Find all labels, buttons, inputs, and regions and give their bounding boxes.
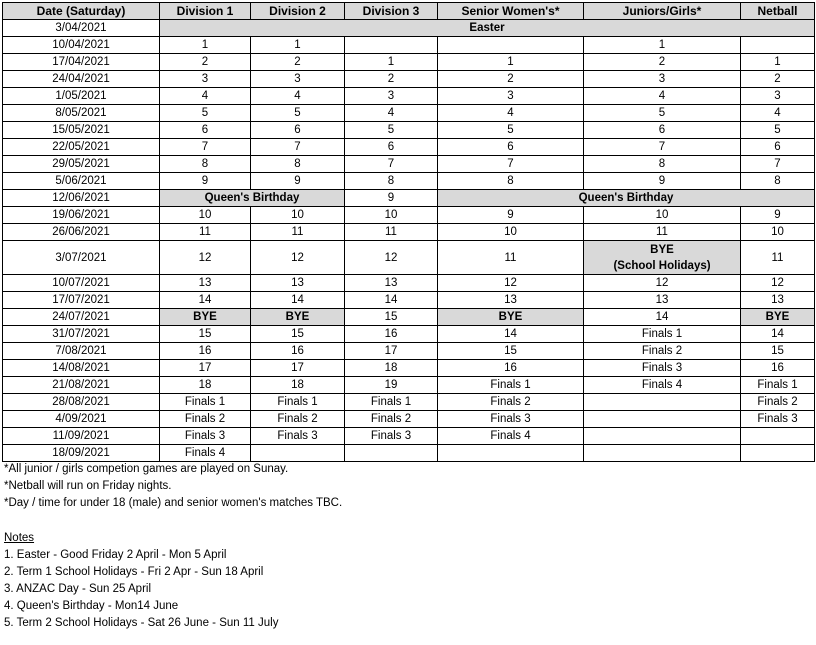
table-row: [3, 241, 815, 275]
table-row: [3, 377, 815, 394]
date-cell: 17/07/2021: [3, 292, 160, 309]
date-cell: 26/06/2021: [3, 224, 160, 241]
table-cell: 2: [160, 54, 251, 71]
table-cell: 8: [160, 156, 251, 173]
footer-notes: [4, 461, 342, 632]
table-cell: 5: [741, 122, 815, 139]
table-cell: 11: [345, 224, 438, 241]
table-cell: 6: [251, 122, 345, 139]
date-cell: 12/06/2021: [3, 190, 160, 207]
table-cell: 2: [584, 54, 741, 71]
table-cell: 11: [438, 241, 584, 275]
table-cell: [438, 445, 584, 462]
table-row: [3, 37, 815, 54]
table-cell: [438, 37, 584, 54]
table-cell: Finals 4: [438, 428, 584, 445]
table-cell: [584, 411, 741, 428]
table-row: [3, 139, 815, 156]
table-cell: 2: [251, 54, 345, 71]
header-division-3: Division 3: [345, 3, 438, 20]
table-row: [3, 326, 815, 343]
table-row: [3, 156, 815, 173]
table-row: [3, 122, 815, 139]
header-juniors-girls: Juniors/Girls*: [584, 3, 741, 20]
table-row: [3, 394, 815, 411]
header-row: [3, 3, 815, 20]
table-cell: 7: [251, 139, 345, 156]
table-cell: 12: [160, 241, 251, 275]
date-cell: 21/08/2021: [3, 377, 160, 394]
table-cell: 14: [160, 292, 251, 309]
table-cell: 13: [584, 292, 741, 309]
table-row: [3, 20, 815, 37]
table-cell: 15: [741, 343, 815, 360]
date-cell: 3/04/2021: [3, 20, 160, 37]
table-cell: 14: [741, 326, 815, 343]
table-cell: 1: [438, 54, 584, 71]
bye-label: BYE: [650, 243, 674, 256]
table-cell: 1: [345, 54, 438, 71]
date-cell: 24/07/2021: [3, 309, 160, 326]
table-row: [3, 428, 815, 445]
table-cell: 13: [345, 275, 438, 292]
table-cell: 7: [345, 156, 438, 173]
table-cell: Finals 4: [160, 445, 251, 462]
table-cell: 8: [438, 173, 584, 190]
table-cell: 6: [741, 139, 815, 156]
table-cell: 8: [251, 156, 345, 173]
table-cell: Finals 2: [160, 411, 251, 428]
table-cell: 2: [741, 71, 815, 88]
table-cell: 17: [345, 343, 438, 360]
table-cell: 13: [741, 292, 815, 309]
table-cell: Finals 1: [741, 377, 815, 394]
date-cell: 24/04/2021: [3, 71, 160, 88]
table-cell: Finals 2: [584, 343, 741, 360]
table-row: [3, 207, 815, 224]
table-row: [3, 309, 815, 326]
table-row: [3, 190, 815, 207]
table-cell: 2: [438, 71, 584, 88]
table-cell: 5: [160, 105, 251, 122]
table-cell: 18: [345, 360, 438, 377]
table-cell: 1: [584, 37, 741, 54]
table-cell: [584, 445, 741, 462]
header-division-1: Division 1: [160, 3, 251, 20]
bye-cell: BYE: [160, 309, 251, 326]
table-cell: 19: [345, 377, 438, 394]
table-cell: Finals 2: [741, 394, 815, 411]
date-cell: 10/04/2021: [3, 37, 160, 54]
table-row: [3, 71, 815, 88]
table-cell: 4: [251, 88, 345, 105]
date-cell: 15/05/2021: [3, 122, 160, 139]
table-cell: 9: [251, 173, 345, 190]
table-cell: 12: [345, 241, 438, 275]
table-cell: 12: [584, 275, 741, 292]
table-cell: 3: [438, 88, 584, 105]
notes-title: Notes: [4, 532, 35, 544]
table-cell: 6: [584, 122, 741, 139]
fixture-table: [2, 2, 815, 462]
table-cell: 7: [584, 139, 741, 156]
table-cell: 5: [345, 122, 438, 139]
table-cell: 12: [251, 241, 345, 275]
table-cell: 9: [584, 173, 741, 190]
table-cell: 12: [438, 275, 584, 292]
table-cell: Finals 3: [741, 411, 815, 428]
table-cell: Finals 1: [345, 394, 438, 411]
bye-cell: BYE: [741, 309, 815, 326]
table-cell: 10: [438, 224, 584, 241]
table-cell: Finals 2: [345, 411, 438, 428]
table-cell: Finals 3: [251, 428, 345, 445]
table-row: [3, 292, 815, 309]
table-cell: 6: [438, 139, 584, 156]
table-cell: 8: [741, 173, 815, 190]
note-item: 1. Easter - Good Friday 2 April - Mon 5 April: [4, 549, 227, 561]
table-cell: 17: [251, 360, 345, 377]
date-cell: 18/09/2021: [3, 445, 160, 462]
table-cell: 8: [345, 173, 438, 190]
table-cell: [345, 445, 438, 462]
header-division-2: Division 2: [251, 3, 345, 20]
date-cell: 1/05/2021: [3, 88, 160, 105]
table-cell: Finals 2: [251, 411, 345, 428]
header-senior-womens: Senior Women's*: [438, 3, 584, 20]
queens-birthday-cell: Queen's Birthday: [160, 190, 345, 207]
table-cell: [584, 428, 741, 445]
bye-school-holidays-cell: [584, 241, 741, 275]
table-cell: 10: [345, 207, 438, 224]
bye-cell: BYE: [438, 309, 584, 326]
school-holidays-label: (School Holidays): [613, 259, 711, 272]
table-cell: Finals 3: [438, 411, 584, 428]
table-cell: 14: [438, 326, 584, 343]
table-cell: 14: [345, 292, 438, 309]
table-cell: Finals 4: [584, 377, 741, 394]
table-cell: 4: [345, 105, 438, 122]
queens-birthday-cell: Queen's Birthday: [438, 190, 815, 207]
table-cell: Finals 2: [438, 394, 584, 411]
table-cell: 18: [160, 377, 251, 394]
note-item: 2. Term 1 School Holidays - Fri 2 Apr - Sun 18 April: [4, 566, 264, 578]
table-cell: 15: [345, 309, 438, 326]
table-row: [3, 411, 815, 428]
easter-cell: Easter: [160, 20, 815, 37]
table-cell: [584, 394, 741, 411]
date-cell: 31/07/2021: [3, 326, 160, 343]
table-cell: Finals 3: [345, 428, 438, 445]
table-cell: 7: [438, 156, 584, 173]
table-cell: 11: [741, 241, 815, 275]
footnote: *Day / time for under 18 (male) and senior women's matches TBC.: [4, 497, 343, 509]
table-cell: 1: [251, 37, 345, 54]
date-cell: 22/05/2021: [3, 139, 160, 156]
table-cell: 15: [438, 343, 584, 360]
table-cell: 3: [741, 88, 815, 105]
table-cell: 16: [251, 343, 345, 360]
table-cell: 1: [741, 54, 815, 71]
table-row: [3, 224, 815, 241]
table-cell: 9: [438, 207, 584, 224]
date-cell: 17/04/2021: [3, 54, 160, 71]
footnote: *Netball will run on Friday nights.: [4, 480, 172, 492]
table-cell: 4: [438, 105, 584, 122]
table-cell: 5: [438, 122, 584, 139]
table-cell: 5: [584, 105, 741, 122]
table-cell: 1: [160, 37, 251, 54]
date-cell: 10/07/2021: [3, 275, 160, 292]
table-cell: 12: [741, 275, 815, 292]
table-row: [3, 54, 815, 71]
table-cell: 10: [741, 224, 815, 241]
table-cell: [741, 428, 815, 445]
table-cell: 9: [345, 190, 438, 207]
table-cell: 16: [741, 360, 815, 377]
table-cell: [741, 37, 815, 54]
date-cell: 7/08/2021: [3, 343, 160, 360]
table-cell: 2: [345, 71, 438, 88]
date-cell: 8/05/2021: [3, 105, 160, 122]
table-cell: Finals 3: [160, 428, 251, 445]
table-cell: Finals 1: [160, 394, 251, 411]
table-cell: 7: [160, 139, 251, 156]
date-cell: 19/06/2021: [3, 207, 160, 224]
table-cell: 4: [584, 88, 741, 105]
table-cell: 11: [584, 224, 741, 241]
table-cell: Finals 1: [584, 326, 741, 343]
header-netball: Netball: [741, 3, 815, 20]
table-row: [3, 343, 815, 360]
bye-cell: BYE: [251, 309, 345, 326]
footnote: *All junior / girls competion games are played on Sunay.: [4, 463, 289, 475]
table-row: [3, 275, 815, 292]
table-row: [3, 105, 815, 122]
table-cell: 5: [251, 105, 345, 122]
date-cell: 28/08/2021: [3, 394, 160, 411]
table-cell: 15: [251, 326, 345, 343]
table-cell: Finals 3: [584, 360, 741, 377]
table-cell: 17: [160, 360, 251, 377]
header-date: Date (Saturday): [3, 3, 160, 20]
table-row: [3, 445, 815, 462]
table-cell: 18: [251, 377, 345, 394]
table-cell: 6: [345, 139, 438, 156]
table-cell: 16: [345, 326, 438, 343]
table-cell: 3: [345, 88, 438, 105]
table-cell: 13: [160, 275, 251, 292]
table-cell: 10: [251, 207, 345, 224]
table-cell: 16: [438, 360, 584, 377]
table-cell: 13: [251, 275, 345, 292]
table-row: [3, 173, 815, 190]
table-cell: 13: [438, 292, 584, 309]
table-cell: 16: [160, 343, 251, 360]
table-cell: 14: [584, 309, 741, 326]
date-cell: 4/09/2021: [3, 411, 160, 428]
date-cell: 5/06/2021: [3, 173, 160, 190]
note-item: 3. ANZAC Day - Sun 25 April: [4, 583, 152, 595]
table-cell: 11: [251, 224, 345, 241]
table-cell: 8: [584, 156, 741, 173]
table-cell: [741, 445, 815, 462]
table-cell: 10: [160, 207, 251, 224]
table-cell: 11: [160, 224, 251, 241]
table-cell: 9: [741, 207, 815, 224]
table-cell: 3: [584, 71, 741, 88]
table-cell: 15: [160, 326, 251, 343]
table-cell: 4: [741, 105, 815, 122]
table-cell: [345, 37, 438, 54]
date-cell: 11/09/2021: [3, 428, 160, 445]
table-cell: 10: [584, 207, 741, 224]
note-item: 4. Queen's Birthday - Mon14 June: [4, 600, 179, 612]
date-cell: 29/05/2021: [3, 156, 160, 173]
table-cell: 4: [160, 88, 251, 105]
table-row: [3, 88, 815, 105]
table-cell: 6: [160, 122, 251, 139]
note-item: 5. Term 2 School Holidays - Sat 26 June - Sun 11 July: [4, 617, 279, 629]
table-row: [3, 360, 815, 377]
table-cell: Finals 1: [438, 377, 584, 394]
table-cell: 14: [251, 292, 345, 309]
table-cell: 3: [160, 71, 251, 88]
date-cell: 14/08/2021: [3, 360, 160, 377]
date-cell: 3/07/2021: [3, 241, 160, 275]
table-cell: 7: [741, 156, 815, 173]
table-cell: [251, 445, 345, 462]
table-cell: 3: [251, 71, 345, 88]
table-cell: 9: [160, 173, 251, 190]
table-cell: Finals 1: [251, 394, 345, 411]
